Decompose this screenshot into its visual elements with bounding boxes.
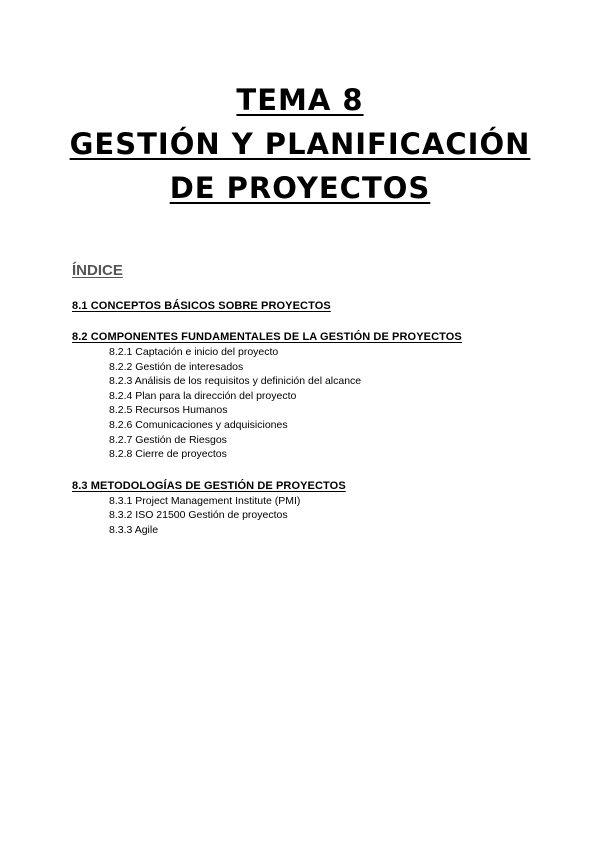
subsection-item: 8.2.6 Comunicaciones y adquisiciones (109, 418, 288, 431)
document-title (0, 78, 600, 210)
subsection-item: 8.2.1 Captación e inicio del proyecto (109, 346, 279, 358)
subsection-list (72, 494, 552, 538)
subsection-item: 8.2.8 Cierre de proyectos (109, 448, 227, 461)
title-line-2: GESTIÓN Y PLANIFICACIÓN (69, 127, 531, 161)
toc-section-8-2 (72, 330, 552, 462)
toc-section-8-3 (72, 479, 552, 538)
subsection-list (72, 345, 552, 462)
title-line-3: DE PROYECTOS (169, 171, 431, 205)
subsection-item: 8.3.1 Project Management Institute (PMI) (109, 494, 301, 507)
subsection-item: 8.3.2 ISO 21500 Gestión de proyectos (109, 509, 288, 522)
subsection-item: 8.3.3 Agile (109, 523, 159, 536)
section-title: 8.2 COMPONENTES FUNDAMENTALES DE LA GESTIÓN DE PROYECTOS (72, 331, 462, 343)
subsection-item: 8.2.5 Recursos Humanos (109, 404, 228, 417)
toc-section-8-1 (72, 299, 552, 313)
subsection-item: 8.2.3 Análisis de los requisitos y definición del alcance (109, 375, 362, 388)
subsection-item: 8.2.7 Gestión de Riesgos (109, 433, 227, 446)
title-line-1: TEMA 8 (236, 83, 364, 117)
section-title: 8.3 METODOLOGÍAS DE GESTIÓN DE PROYECTOS (72, 479, 346, 492)
subsection-item: 8.2.2 Gestión de interesados (109, 360, 244, 373)
table-of-contents (72, 299, 552, 555)
subsection-item: 8.2.4 Plan para la dirección del proyecto (109, 389, 297, 402)
section-title: 8.1 CONCEPTOS BÁSICOS SOBRE PROYECTOS (72, 300, 331, 312)
index-heading: ÍNDICE (72, 262, 123, 279)
